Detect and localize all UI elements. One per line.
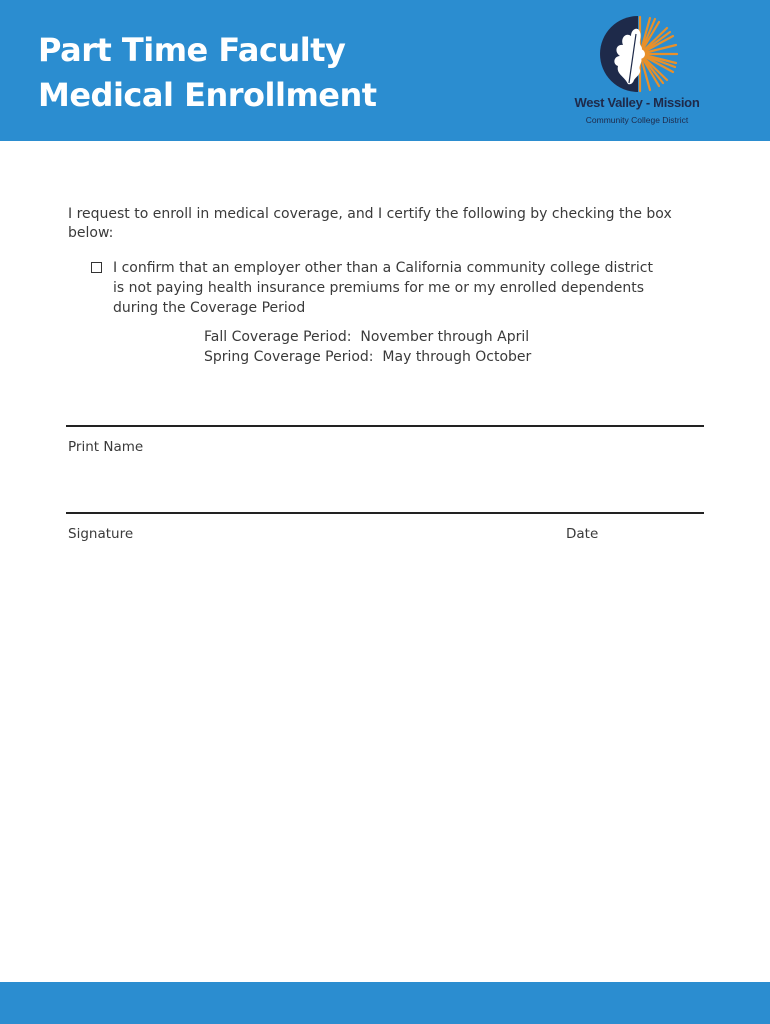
certification-row [91, 258, 658, 318]
signature-line[interactable] [66, 512, 704, 514]
signature-label: Signature [68, 526, 134, 542]
coverage-periods [204, 327, 708, 367]
form-body [68, 205, 708, 367]
header-banner [0, 0, 770, 141]
district-logo [562, 12, 712, 130]
title-line-2: Medical Enrollment [38, 76, 377, 114]
certification-text: I confirm that an employer other than a California community college district is not paying health insurance premiums for me or my enrolled dependents during the Coverage Period [113, 260, 653, 316]
print-name-label: Print Name [68, 439, 144, 455]
oak-leaf-sun-logo-icon [598, 14, 678, 94]
title-line-1: Part Time Faculty [38, 31, 346, 69]
footer-bar [0, 982, 770, 1024]
logo-district-subtitle: Community College District [585, 115, 689, 125]
spring-coverage-period: Spring Coverage Period: May through October [204, 349, 532, 365]
intro-text: I request to enroll in medical coverage, and I certify the following by checking the box below: [68, 206, 672, 241]
page-title [38, 28, 377, 118]
logo-district-name: West Valley - Mission [574, 95, 700, 110]
fall-coverage-period: Fall Coverage Period: November through April [204, 329, 530, 345]
print-name-line[interactable] [66, 425, 704, 427]
certification-checkbox[interactable] [91, 262, 102, 273]
date-label: Date [566, 526, 599, 542]
